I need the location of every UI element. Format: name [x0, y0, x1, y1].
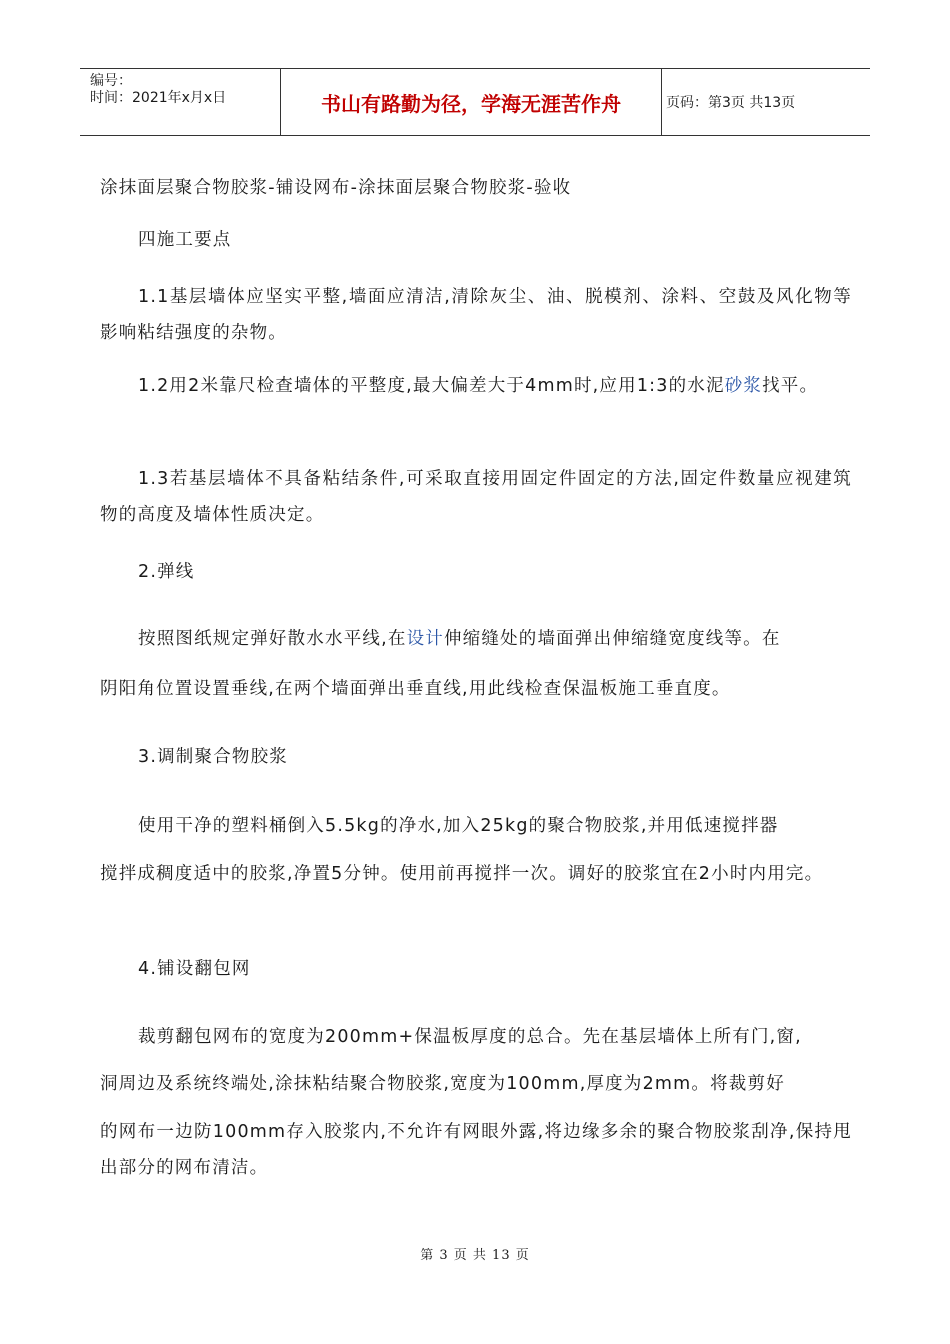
paragraph-mix-mortar-2: 搅拌成稠度适中的胶浆,净置5分钟。使用前再搅拌一次。调好的胶浆宜在2小时内用完。 — [100, 864, 824, 884]
header-page-info: 页码：第3页 共13页 — [666, 95, 796, 111]
document-date: 时间：2021年x月x日 — [90, 90, 227, 106]
paragraph-lay-mesh-3: 的网布一边防100mm存入胶浆内,不允许有网眼外露,将边缘多余的聚合物胶浆刮净,保持甩出部分的网布清洁。 — [100, 1122, 852, 1178]
page-footer: 第 3 页 共 13 页 — [420, 1248, 530, 1263]
paragraph-1-2-text: 1.2用2米靠尺检查墙体的平整度,最大偏差大于4mm时,应用1:3的水泥 — [138, 376, 725, 396]
header-motto: 书山有路勤为径，学海无涯苦作舟 — [281, 69, 662, 135]
section-heading-snapping-lines: 2.弹线 — [138, 562, 195, 582]
section-heading-mix-mortar: 3.调制聚合物胶浆 — [138, 747, 288, 767]
mortar-link[interactable]: 砂浆 — [724, 376, 763, 396]
section-heading-lay-mesh: 4.铺设翻包网 — [138, 959, 251, 979]
design-link[interactable]: 设计 — [406, 629, 444, 649]
document-number-label: 编号： — [90, 73, 132, 89]
paragraph-snapping-text-end: 伸缩缝处的墙面弹出伸缩缝宽度线等。在 — [443, 629, 781, 649]
paragraph-1-1: 1.1基层墙体应坚实平整,墙面应清洁,清除灰尘、油、脱模剂、涂料、空鼓及风化物等影响粘结强度的杂物。 — [100, 287, 852, 343]
paragraph-1-2-end: 找平。 — [762, 376, 819, 396]
paragraph-mix-mortar-1: 使用干净的塑料桶倒入5.5kg的净水,加入25kg的聚合物胶浆,并用低速搅拌器 — [138, 816, 779, 836]
paragraph-process-flow: 涂抹面层聚合物胶浆-铺设网布-涂抹面层聚合物胶浆-验收 — [100, 178, 572, 198]
paragraph-snapping-text: 按照图纸规定弹好散水水平线,在 — [138, 629, 407, 649]
paragraph-lay-mesh-1: 裁剪翻包网布的宽度为200mm+保温板厚度的总合。先在基层墙体上所有门,窗, — [138, 1027, 802, 1047]
paragraph-1-3: 1.3若基层墙体不具备粘结条件,可采取直接用固定件固定的方法,固定件数量应视建筑物的高度及墙体性质决定。 — [100, 469, 852, 525]
section-heading-construction-points: 四施工要点 — [138, 230, 232, 250]
paragraph-snapping-lines-2: 阴阳角位置设置垂线,在两个墙面弹出垂直线,用此线检查保温板施工垂直度。 — [100, 679, 731, 699]
paragraph-1-2 — [100, 368, 852, 404]
paragraph-lay-mesh-2: 洞周边及系统终端处,涂抹粘结聚合物胶浆,宽度为100mm,厚度为2mm。将裁剪好 — [100, 1074, 785, 1094]
header-meta — [80, 69, 281, 135]
paragraph-snapping-lines-1 — [100, 621, 852, 657]
page-header — [80, 68, 870, 136]
